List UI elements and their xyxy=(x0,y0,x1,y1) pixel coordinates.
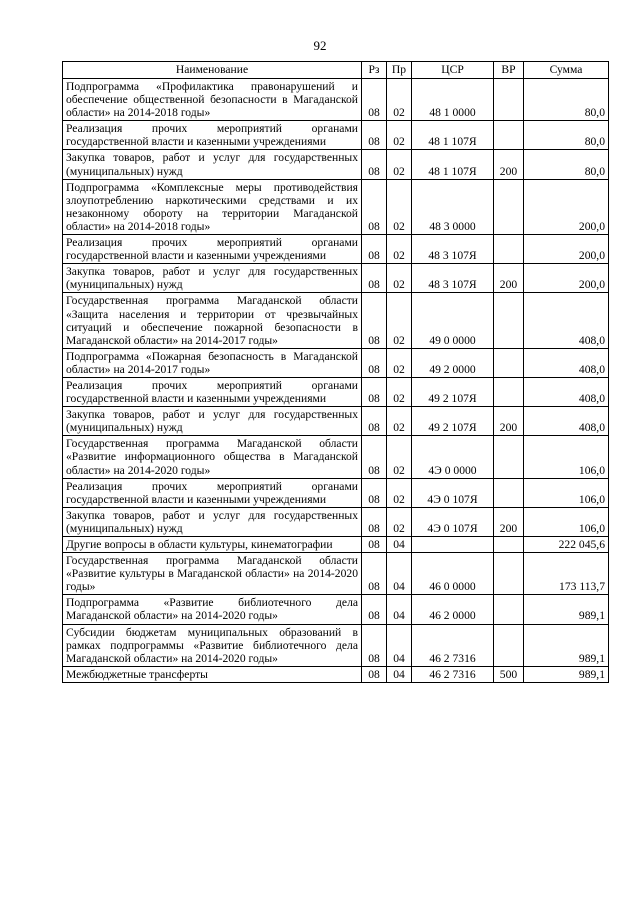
table-row xyxy=(63,595,609,624)
cell-sum: 200,0 xyxy=(524,235,609,264)
header-pr: Пр xyxy=(387,62,412,79)
table-row xyxy=(63,79,609,121)
cell-vr xyxy=(494,478,524,507)
cell-rz: 08 xyxy=(362,179,387,234)
cell-csr: 4Э 0 0000 xyxy=(412,436,494,478)
cell-pr: 02 xyxy=(387,179,412,234)
cell-pr: 04 xyxy=(387,553,412,595)
cell-vr: 200 xyxy=(494,150,524,179)
cell-pr: 02 xyxy=(387,377,412,406)
cell-sum: 989,1 xyxy=(524,666,609,682)
cell-name: Реализация прочих мероприятий органами государственной власти и казенными учреждениями xyxy=(63,478,362,507)
table-row xyxy=(63,624,609,666)
page-number: 92 xyxy=(313,38,327,53)
cell-csr: 48 1 107Я xyxy=(412,150,494,179)
table-header-row xyxy=(63,62,609,79)
table-row xyxy=(63,179,609,234)
cell-name: Государственная программа Магаданской области «Развитие информационного общества в Магаданской области» на 2014-2020 годы» xyxy=(63,436,362,478)
table-row xyxy=(63,436,609,478)
cell-vr xyxy=(494,377,524,406)
cell-vr: 200 xyxy=(494,264,524,293)
header-name: Наименование xyxy=(63,62,362,79)
cell-rz: 08 xyxy=(362,121,387,150)
cell-pr: 04 xyxy=(387,666,412,682)
cell-vr xyxy=(494,79,524,121)
cell-pr: 02 xyxy=(387,436,412,478)
cell-pr: 02 xyxy=(387,264,412,293)
cell-rz: 08 xyxy=(362,407,387,436)
cell-name: Закупка товаров, работ и услуг для государственных (муниципальных) нужд xyxy=(63,507,362,536)
cell-pr: 02 xyxy=(387,79,412,121)
cell-vr xyxy=(494,436,524,478)
cell-csr: 49 2 107Я xyxy=(412,377,494,406)
table-row xyxy=(63,121,609,150)
cell-csr: 4Э 0 107Я xyxy=(412,478,494,507)
cell-name: Другие вопросы в области культуры, кинематографии xyxy=(63,537,362,553)
cell-rz: 08 xyxy=(362,293,387,348)
cell-vr: 500 xyxy=(494,666,524,682)
table-body xyxy=(63,79,609,683)
cell-rz: 08 xyxy=(362,595,387,624)
cell-name: Государственная программа Магаданской области «Защита населения и территории от чрезвычайных ситуаций и обеспечение пожарной безопасности в Магаданской области» на 2014-2017 годы» xyxy=(63,293,362,348)
cell-pr: 02 xyxy=(387,121,412,150)
cell-name: Закупка товаров, работ и услуг для государственных (муниципальных) нужд xyxy=(63,150,362,179)
cell-sum: 106,0 xyxy=(524,507,609,536)
cell-rz: 08 xyxy=(362,79,387,121)
cell-pr: 02 xyxy=(387,478,412,507)
cell-rz: 08 xyxy=(362,436,387,478)
cell-vr xyxy=(494,121,524,150)
table-row xyxy=(63,537,609,553)
cell-sum: 222 045,6 xyxy=(524,537,609,553)
table-row xyxy=(63,507,609,536)
cell-pr: 02 xyxy=(387,235,412,264)
table-row xyxy=(63,553,609,595)
cell-pr: 02 xyxy=(387,150,412,179)
cell-csr: 48 3 107Я xyxy=(412,264,494,293)
cell-pr: 02 xyxy=(387,407,412,436)
cell-sum: 106,0 xyxy=(524,478,609,507)
header-csr: ЦСР xyxy=(412,62,494,79)
cell-vr xyxy=(494,553,524,595)
header-rz: Рз xyxy=(362,62,387,79)
budget-table xyxy=(62,61,609,683)
cell-rz: 08 xyxy=(362,377,387,406)
cell-sum: 408,0 xyxy=(524,407,609,436)
cell-name: Субсидии бюджетам муниципальных образований в рамках подпрограммы «Развитие библиотечного дела Магаданской области» на 2014-2020 годы» xyxy=(63,624,362,666)
cell-csr: 48 3 107Я xyxy=(412,235,494,264)
cell-pr: 02 xyxy=(387,293,412,348)
cell-name: Межбюджетные трансферты xyxy=(63,666,362,682)
cell-vr xyxy=(494,293,524,348)
cell-rz: 08 xyxy=(362,150,387,179)
table-row xyxy=(63,666,609,682)
cell-rz: 08 xyxy=(362,264,387,293)
cell-vr xyxy=(494,235,524,264)
table-row xyxy=(63,264,609,293)
cell-csr: 49 0 0000 xyxy=(412,293,494,348)
cell-name: Реализация прочих мероприятий органами государственной власти и казенными учреждениями xyxy=(63,121,362,150)
cell-sum: 80,0 xyxy=(524,121,609,150)
cell-csr: 46 2 7316 xyxy=(412,624,494,666)
cell-csr: 48 1 0000 xyxy=(412,79,494,121)
cell-vr xyxy=(494,595,524,624)
cell-name: Реализация прочих мероприятий органами государственной власти и казенными учреждениями xyxy=(63,377,362,406)
cell-name: Подпрограмма «Профилактика правонарушений и обеспечение общественной безопасности в Магаданской области» на 2014-2018 годы» xyxy=(63,79,362,121)
table-row xyxy=(63,377,609,406)
table-row xyxy=(63,235,609,264)
cell-sum: 173 113,7 xyxy=(524,553,609,595)
cell-csr: 49 2 0000 xyxy=(412,348,494,377)
cell-pr: 04 xyxy=(387,595,412,624)
cell-sum: 200,0 xyxy=(524,264,609,293)
header-sum: Сумма xyxy=(524,62,609,79)
cell-rz: 08 xyxy=(362,478,387,507)
cell-csr: 49 2 107Я xyxy=(412,407,494,436)
cell-csr xyxy=(412,537,494,553)
cell-csr: 48 1 107Я xyxy=(412,121,494,150)
cell-pr: 04 xyxy=(387,537,412,553)
cell-rz: 08 xyxy=(362,666,387,682)
cell-csr: 4Э 0 107Я xyxy=(412,507,494,536)
cell-sum: 408,0 xyxy=(524,348,609,377)
cell-csr: 48 3 0000 xyxy=(412,179,494,234)
cell-rz: 08 xyxy=(362,624,387,666)
cell-vr xyxy=(494,537,524,553)
cell-name: Реализация прочих мероприятий органами государственной власти и казенными учреждениями xyxy=(63,235,362,264)
cell-sum: 408,0 xyxy=(524,377,609,406)
cell-sum: 80,0 xyxy=(524,150,609,179)
cell-rz: 08 xyxy=(362,537,387,553)
cell-name: Закупка товаров, работ и услуг для государственных (муниципальных) нужд xyxy=(63,407,362,436)
cell-csr: 46 2 7316 xyxy=(412,666,494,682)
cell-vr xyxy=(494,624,524,666)
table-row xyxy=(63,348,609,377)
cell-sum: 80,0 xyxy=(524,79,609,121)
cell-vr: 200 xyxy=(494,407,524,436)
table-row xyxy=(63,478,609,507)
cell-rz: 08 xyxy=(362,235,387,264)
header-vr: ВР xyxy=(494,62,524,79)
cell-name: Закупка товаров, работ и услуг для государственных (муниципальных) нужд xyxy=(63,264,362,293)
cell-pr: 04 xyxy=(387,624,412,666)
cell-vr xyxy=(494,348,524,377)
cell-name: Подпрограмма «Комплексные меры противодействия злоупотреблению наркотическими средствами и их незаконному обороту на территории Магаданской области» на 2014-2018 годы» xyxy=(63,179,362,234)
cell-pr: 02 xyxy=(387,348,412,377)
cell-csr: 46 2 0000 xyxy=(412,595,494,624)
cell-csr: 46 0 0000 xyxy=(412,553,494,595)
table-row xyxy=(63,150,609,179)
cell-sum: 106,0 xyxy=(524,436,609,478)
cell-vr xyxy=(494,179,524,234)
cell-name: Подпрограмма «Развитие библиотечного дела Магаданской области» на 2014-2020 годы» xyxy=(63,595,362,624)
cell-sum: 200,0 xyxy=(524,179,609,234)
cell-vr: 200 xyxy=(494,507,524,536)
cell-sum: 989,1 xyxy=(524,624,609,666)
cell-rz: 08 xyxy=(362,348,387,377)
cell-rz: 08 xyxy=(362,553,387,595)
cell-sum: 408,0 xyxy=(524,293,609,348)
cell-name: Подпрограмма «Пожарная безопасность в Магаданской области» на 2014-2017 годы» xyxy=(63,348,362,377)
cell-name: Государственная программа Магаданской области «Развитие культуры в Магаданской области» на 2014-2020 годы» xyxy=(63,553,362,595)
cell-rz: 08 xyxy=(362,507,387,536)
table-row xyxy=(63,293,609,348)
table-row xyxy=(63,407,609,436)
cell-sum: 989,1 xyxy=(524,595,609,624)
cell-pr: 02 xyxy=(387,507,412,536)
